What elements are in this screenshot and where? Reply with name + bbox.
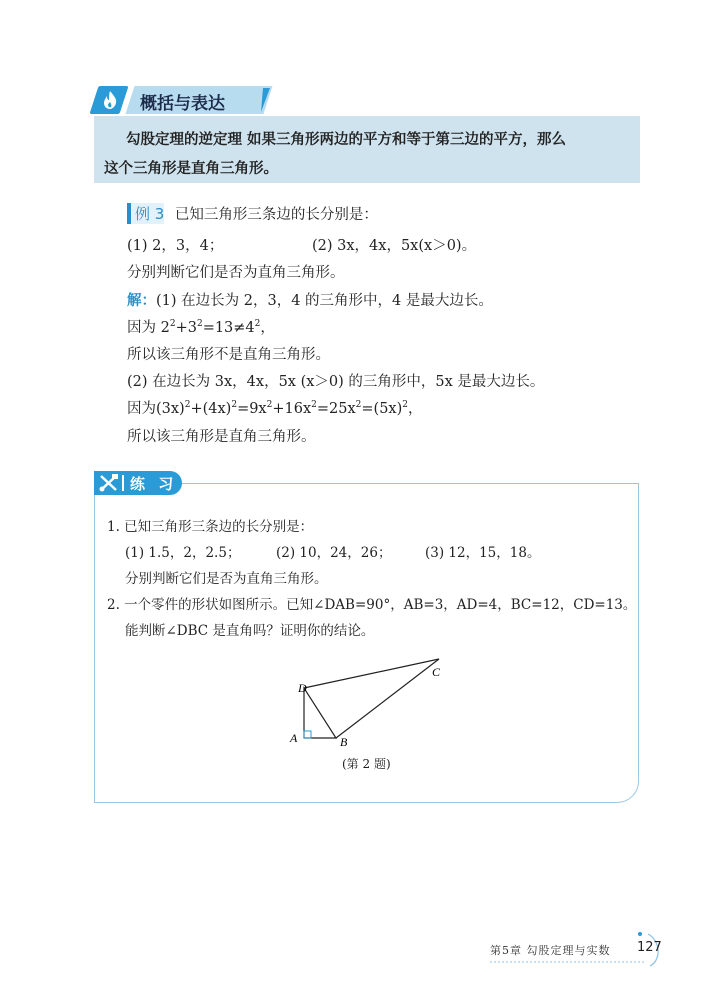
geometry-figure [280, 650, 460, 750]
sol5-b: +(4x) [190, 401, 232, 417]
sol5-c: =9x [237, 401, 267, 417]
example-stem-line [127, 203, 378, 224]
practice-q1-a: (1) 1.5，2，2.5； [125, 545, 241, 561]
figure-caption: (第 2 题) [342, 757, 391, 771]
theorem-box [94, 116, 640, 183]
sol5-d: +16x [272, 401, 312, 417]
solution-label: 解： [127, 293, 156, 309]
sup: 2 [355, 400, 362, 411]
sup: 2 [402, 400, 408, 411]
practice-header [94, 471, 184, 495]
solution-line-6: 所以该三角形是直角三角形。 [127, 429, 316, 445]
section-title: 概括与表达 [140, 94, 225, 114]
sup: 2 [196, 319, 203, 330]
solution-text-1: (1) 在边长为 2，3，4 的三角形中，4 是最大边长。 [156, 293, 493, 309]
segment-bc [336, 659, 439, 738]
practice-q2: 2. 一个零件的形状如图所示。已知∠DAB=90°，AB=3，AD=4，BC=12，CD=13。 [107, 597, 637, 613]
example-option-2: (2) 3x，4x，5x(x＞0)。 [312, 238, 477, 254]
practice-title: 练 习 [130, 475, 178, 493]
page-number: 127 [637, 940, 662, 955]
triangle-decoration [254, 86, 270, 114]
example-option-1: (1) 2，3，4； [127, 238, 224, 254]
solution-line-2 [127, 316, 275, 337]
theorem-line-1: 勾股定理的逆定理 如果三角形两边的平方和等于第三边的平方，那么 [126, 132, 567, 148]
sup: 2 [266, 400, 273, 411]
label-d: D [298, 681, 307, 695]
sol2-part-b: +3 [175, 320, 197, 336]
practice-q1: 1. 已知三角形三条边的长分别是： [107, 519, 314, 535]
sup: 2 [169, 319, 176, 330]
flame-icon [101, 90, 119, 110]
sol2-part-c: =13≠4 [202, 320, 255, 336]
sol5-f: =(5x) [361, 401, 403, 417]
sol5-a: 因为(3x) [127, 401, 185, 417]
right-angle-mark [304, 731, 311, 738]
example-stem: 已知三角形三条边的长分别是： [174, 207, 378, 223]
example-ask: 分别判断它们是否为直角三角形。 [127, 265, 345, 281]
solution-line-1 [127, 289, 493, 310]
practice-q1-ask: 分别判断它们是否为直角三角形。 [125, 571, 328, 587]
practice-q1-c: (3) 12，15，18。 [425, 545, 541, 561]
label-b: B [340, 735, 348, 749]
label-a: A [290, 731, 298, 745]
section-header [94, 86, 274, 114]
sup: 2 [184, 400, 191, 411]
sup: 2 [311, 400, 317, 411]
sup: 2 [254, 319, 261, 330]
sol5-g: ， [408, 401, 423, 417]
sol2-part-a: 因为 2 [127, 320, 170, 336]
practice-q1-b: (2) 10，24，26； [276, 545, 392, 561]
header-separator [122, 475, 124, 491]
example-tag: 例 3 [127, 203, 164, 224]
sol2-part-d: ， [260, 320, 275, 336]
solution-line-4: (2) 在边长为 3x，4x，5x (x＞0) 的三角形中，5x 是最大边长。 [127, 374, 545, 390]
practice-q2-b: 能判断∠DBC 是直角吗？证明你的结论。 [125, 623, 375, 639]
theorem-line-2: 这个三角形是直角三角形。 [104, 161, 278, 177]
segment-dc [304, 659, 439, 688]
sol5-e: =25x [316, 401, 356, 417]
label-c: C [432, 665, 441, 679]
sup: 2 [231, 400, 238, 411]
solution-line-3: 所以该三角形不是直角三角形。 [127, 347, 330, 363]
solution-line-5 [127, 397, 423, 418]
footer-chapter: 第5章 勾股定理与实数 [490, 944, 611, 957]
tools-icon [98, 473, 120, 493]
